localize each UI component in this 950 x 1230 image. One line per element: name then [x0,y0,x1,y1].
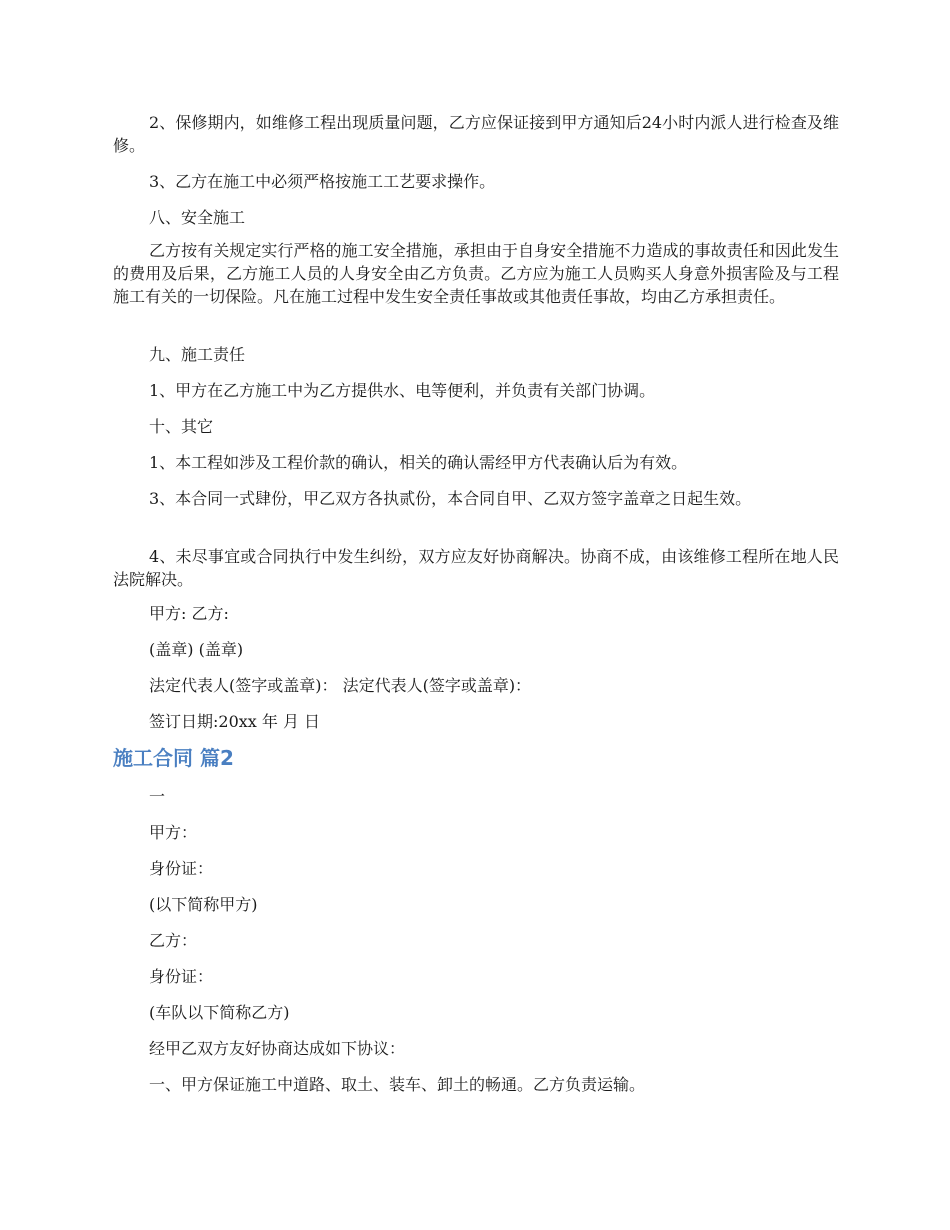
paragraph-copies: 3、本合同一式肆份，甲乙双方各执贰份，本合同自甲、乙双方签字盖章之日起生效。 [149,489,752,508]
section-title-safety: 八、安全施工 [149,208,246,227]
paragraph-safety-measures: 乙方按有关规定实行严格的施工安全措施，承担由于自身安全措施不力造成的事故责任和因此发生的费用及后果，乙方施工人员的人身安全由乙方负责。乙方应为施工人员购买人身意外损害险及与工程施工有关的一切保险。凡在施工过程中发生安全责任事故或其他责任事故，均由乙方承担责任。 [113,241,839,306]
agreement-intro: 经甲乙双方友好协商达成如下协议： [149,1039,406,1058]
party-b-label: 乙方： [149,931,198,950]
party-a-alias: (以下简称甲方) [149,895,258,914]
paragraph-warranty-response: 2、保修期内，如维修工程出现质量问题，乙方应保证接到甲方通知后24小时内派人进行检查及维修。 [113,113,839,155]
party-a-id-label: 身份证： [149,859,214,878]
paragraph-price-confirmation: 1、本工程如涉及工程价款的确认，相关的确认需经甲方代表确认后为有效。 [149,453,688,472]
paragraph-process-requirements: 3、乙方在施工中必须严格按施工工艺要求操作。 [149,172,496,191]
signature-seals: (盖章) (盖章) [149,640,244,659]
signature-representatives: 法定代表人(签字或盖章)： 法定代表人(签字或盖章)： [149,676,532,695]
signature-parties: 甲方: 乙方: [149,604,229,623]
section-heading: 施工合同 篇2 [113,746,234,770]
clause-one: 一、甲方保证施工中道路、取土、装车、卸土的畅通。乙方负责运输。 [149,1075,646,1094]
paragraph-one: 一 [149,787,166,806]
party-b-id-label: 身份证： [149,967,214,986]
paragraph-party-a-support: 1、甲方在乙方施工中为乙方提供水、电等便利，并负责有关部门协调。 [149,381,656,400]
paragraph-disputes: 4、未尽事宜或合同执行中发生纠纷，双方应友好协商解决。协商不成，由该维修工程所在地人民法院解决。 [113,547,839,589]
party-a-label: 甲方： [149,823,198,842]
section-title-responsibility: 九、施工责任 [149,345,246,364]
section-title-other: 十、其它 [149,417,214,436]
party-b-alias: (车队以下简称乙方) [149,1003,290,1022]
signing-date: 签订日期:20xx 年 月 日 [149,712,321,731]
